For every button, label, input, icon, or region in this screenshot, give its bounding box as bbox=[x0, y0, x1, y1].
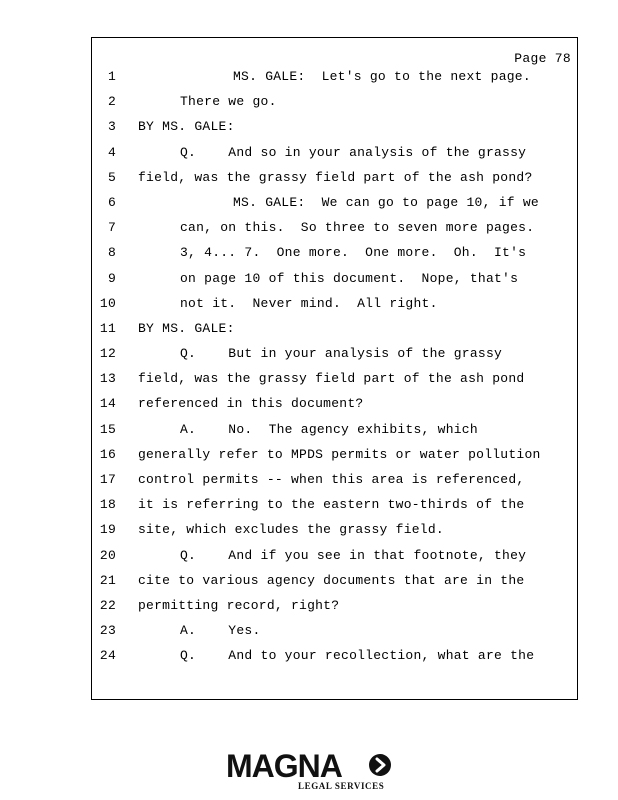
transcript-line bbox=[92, 321, 577, 346]
transcript-line bbox=[92, 245, 577, 270]
line-text: not it. Never mind. All right. bbox=[180, 295, 438, 311]
transcript-line bbox=[92, 371, 577, 396]
transcript-line bbox=[92, 94, 577, 119]
line-number: 19 bbox=[99, 522, 116, 538]
transcript-line bbox=[92, 573, 577, 598]
line-number: 8 bbox=[107, 245, 116, 261]
logo-subtitle: LEGAL SERVICES bbox=[298, 781, 385, 791]
transcript-line bbox=[92, 145, 577, 170]
transcript-line bbox=[92, 422, 577, 447]
logo-arrow-icon bbox=[369, 754, 391, 776]
line-text: MS. GALE: Let's go to the next page. bbox=[233, 69, 531, 84]
logo-wordmark: MAGNA bbox=[226, 748, 342, 784]
transcript-line bbox=[92, 648, 577, 673]
line-text: Q. And if you see in that footnote, they bbox=[180, 547, 527, 563]
transcript-line bbox=[92, 396, 577, 421]
line-text: site, which excludes the grassy field. bbox=[138, 522, 444, 538]
line-text: field, was the grassy field part of the ash pond? bbox=[138, 169, 533, 185]
line-number: 18 bbox=[99, 497, 116, 513]
line-number: 1 bbox=[107, 69, 116, 84]
line-text: A. Yes. bbox=[180, 623, 261, 639]
transcript-page bbox=[91, 37, 578, 700]
transcript-line bbox=[92, 271, 577, 296]
line-number: 13 bbox=[99, 371, 116, 387]
line-text: MS. GALE: We can go to page 10, if we bbox=[233, 194, 539, 210]
line-number: 14 bbox=[99, 396, 116, 412]
line-text: can, on this. So three to seven more pages. bbox=[180, 220, 535, 236]
transcript-line bbox=[92, 220, 577, 245]
line-number: 7 bbox=[107, 220, 116, 236]
line-text: BY MS. GALE: bbox=[138, 320, 235, 336]
line-number: 12 bbox=[99, 346, 116, 362]
line-number: 23 bbox=[99, 623, 116, 639]
line-number: 20 bbox=[99, 547, 116, 563]
transcript-line bbox=[92, 548, 577, 573]
line-number: 2 bbox=[107, 94, 116, 110]
line-number: 4 bbox=[107, 144, 116, 160]
line-text: Q. But in your analysis of the grassy bbox=[180, 346, 503, 362]
line-text: A. No. The agency exhibits, which bbox=[180, 421, 478, 437]
line-number: 11 bbox=[99, 320, 116, 336]
page-number: Page 78 bbox=[514, 51, 571, 66]
line-number: 9 bbox=[107, 270, 116, 286]
line-text: cite to various agency documents that are in the bbox=[138, 572, 525, 588]
transcript-line bbox=[92, 69, 577, 94]
line-text: referenced in this document? bbox=[138, 396, 364, 412]
magna-logo bbox=[226, 748, 396, 794]
line-text: permitting record, right? bbox=[138, 597, 340, 613]
line-text: 3, 4... 7. One more. One more. Oh. It's bbox=[180, 245, 527, 261]
transcript-line bbox=[92, 170, 577, 195]
line-text: field, was the grassy field part of the ash pond bbox=[138, 371, 525, 387]
transcript-lines bbox=[92, 69, 577, 674]
line-text: generally refer to MPDS permits or water pollution bbox=[138, 446, 541, 462]
transcript-line bbox=[92, 447, 577, 472]
line-number: 5 bbox=[107, 169, 116, 185]
transcript-line bbox=[92, 522, 577, 547]
transcript-line bbox=[92, 598, 577, 623]
line-text: There we go. bbox=[180, 94, 277, 110]
transcript-line bbox=[92, 623, 577, 648]
line-number: 17 bbox=[99, 472, 116, 487]
transcript-line bbox=[92, 472, 577, 497]
line-number: 15 bbox=[99, 421, 116, 437]
line-number: 16 bbox=[99, 446, 116, 462]
line-text: it is referring to the eastern two-thirds of the bbox=[138, 497, 525, 513]
line-number: 6 bbox=[107, 194, 116, 210]
line-text: Q. And so in your analysis of the grassy bbox=[180, 144, 527, 160]
transcript-line bbox=[92, 497, 577, 522]
transcript-line bbox=[92, 346, 577, 371]
line-text: control permits -- when this area is referenced, bbox=[138, 472, 525, 487]
line-number: 3 bbox=[107, 119, 116, 135]
line-text: BY MS. GALE: bbox=[138, 119, 235, 135]
line-text: on page 10 of this document. Nope, that's bbox=[180, 270, 519, 286]
line-number: 10 bbox=[99, 295, 116, 311]
line-number: 21 bbox=[99, 572, 116, 588]
line-number: 24 bbox=[99, 648, 116, 664]
transcript-line bbox=[92, 296, 577, 321]
transcript-line bbox=[92, 119, 577, 144]
transcript-line bbox=[92, 195, 577, 220]
line-text: Q. And to your recollection, what are the bbox=[180, 648, 535, 664]
line-number: 22 bbox=[99, 597, 116, 613]
